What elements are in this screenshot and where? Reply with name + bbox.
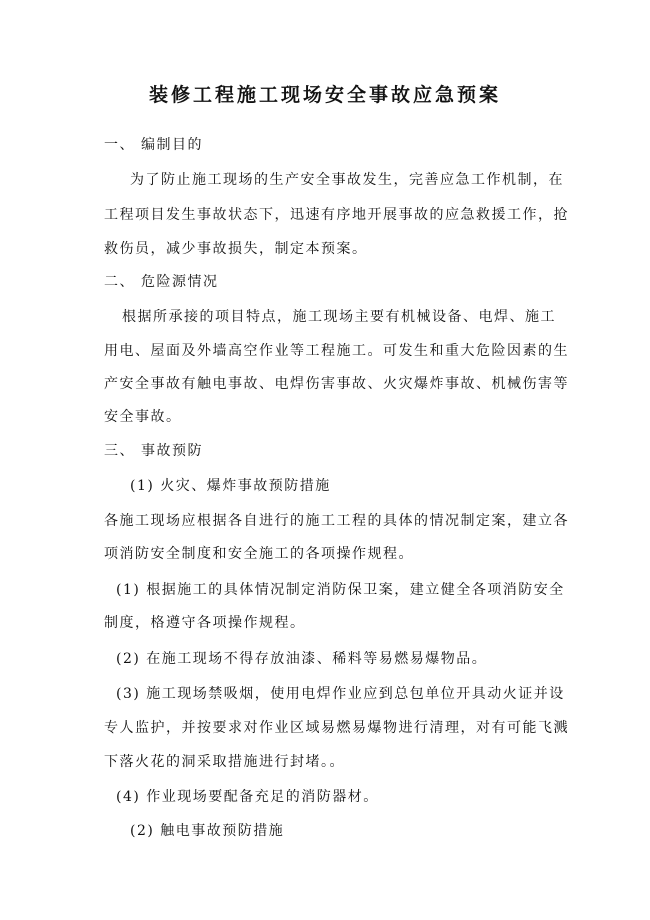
- paragraph-line: (4) 作业现场要配备充足的消防器材。: [116, 789, 379, 805]
- section-heading-prevention: 三、 事故预防: [104, 443, 203, 459]
- section-heading-hazards: 二、 危险源情况: [104, 274, 219, 290]
- paragraph-line: 项消防安全制度和安全施工的各项操作规程。: [104, 546, 414, 562]
- paragraph-line: 各施工现场应根据各自进行的施工工程的具体的情况制定案，建立各: [104, 513, 569, 529]
- paragraph-line: 专人监护，并按要求对作业区域易燃易爆物进行清理，对有可能飞溅: [104, 720, 569, 736]
- paragraph-line: (2) 在施工现场不得存放油漆、稀料等易燃易爆物品。: [116, 651, 488, 667]
- paragraph-line: 产安全事故有触电事故、电焊伤害事故、火灾爆炸事故、机械伤害等: [104, 376, 569, 392]
- paragraph-line: 用电、屋面及外墙高空作业等工程施工。可发生和重大危险因素的生: [104, 343, 569, 359]
- paragraph-line: (3) 施工现场禁吸烟，使用电焊作业应到总包单位开具动火证并设: [116, 686, 565, 702]
- document-title: 装修工程施工现场安全事故应急预案: [148, 84, 501, 106]
- paragraph-line: 救伤员，减少事故损失，制定本预案。: [104, 241, 368, 257]
- paragraph-line: 制度，格遵守各项操作规程。: [104, 615, 306, 631]
- section-heading-purpose: 一、 编制目的: [104, 137, 203, 153]
- paragraph-line: 工程项目发生事故状态下，迅速有序地开展事故的应急救援工作，抢: [104, 207, 569, 223]
- paragraph-line: 根据所承接的项目特点，施工现场主要有机械设备、电焊、施工: [122, 309, 556, 325]
- subsection-heading-electric: (2) 触电事故预防措施: [130, 823, 285, 839]
- paragraph-line: (1) 根据施工的具体情况制定消防保卫案，建立健全各项消防安全: [116, 582, 565, 598]
- paragraph-line: 安全事故。: [104, 409, 182, 425]
- paragraph-line: 下落火花的洞采取措施进行封堵。。: [104, 754, 345, 770]
- subsection-heading-fire: (1) 火灾、爆炸事故预防措施: [130, 478, 331, 494]
- paragraph-line: 为了防止施工现场的生产安全事故发生，完善应急工作机制，在: [130, 172, 564, 188]
